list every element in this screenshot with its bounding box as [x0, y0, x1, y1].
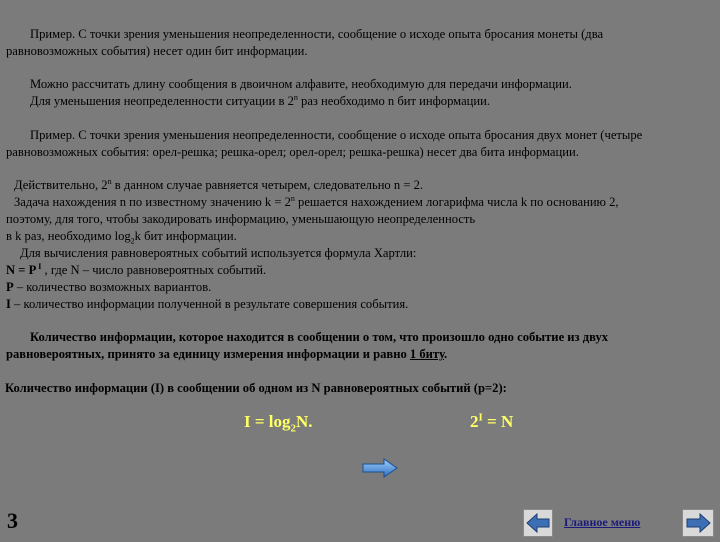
- para3-line2: равновозможных события: орел-решка; решка-орел; орел-орел; решка-решка) несет два бита информации.: [6, 145, 579, 159]
- para4-line2: Задача нахождения n по известному значению $k = 2^n$ решается нахождением логарифма числа k по основанию 2,: [14, 193, 619, 209]
- para4-line3: поэтому, для того, чтобы закодировать информацию, уменьшающую неопределенность: [6, 212, 476, 226]
- para2-line2: Для уменьшения неопределенности ситуации в 2$^n$ раз необходимо n бит информации.: [30, 92, 491, 108]
- para1-line1: Пример. С точки зрения уменьшения неопределенности, сообщение о исходе опыта бросания монеты (два: [30, 27, 604, 41]
- para4-line5: Для вычисления равновероятных событий используется формула Хартли:: [20, 246, 417, 260]
- formula-log: $I = \log_2N$.: [244, 412, 313, 435]
- hartley-formula-line: N = P $^I$ , где N – число равновероятных событий.: [6, 261, 267, 277]
- right-arrow-icon[interactable]: [362, 458, 398, 478]
- para3-line1: Пример. С точки зрения уменьшения неопределенности, сообщение о исходе опыта бросания двух монет (четыре: [30, 128, 643, 142]
- para2-line1: Можно рассчитать длину сообщения в двоичном алфавите, необходимую для передачи информации.: [30, 77, 572, 91]
- para4-line1: Действительно, 2$^n$ в данном случае равняется четырем, следовательно n = 2.: [14, 176, 424, 192]
- para5-line2: равновероятных, принято за единицу измерения информации и равно 1 биту.: [6, 347, 448, 361]
- forward-arrow-icon[interactable]: [682, 509, 714, 537]
- back-arrow-icon[interactable]: [523, 509, 553, 537]
- para1-line2: равновозможных события) несет один бит информации.: [6, 44, 308, 58]
- hartley-i-def: I – количество информации полученной в результате совершения события.: [6, 297, 409, 311]
- one-bit-text: 1 биту: [409, 347, 444, 361]
- hartley-p-def: P – количество возможных вариантов.: [6, 280, 212, 294]
- para5-line1: Количество информации, которое находится в сообщении о том, что произошло одно событие из двух: [30, 330, 609, 344]
- slide-number: 3: [7, 508, 18, 533]
- formula-power: $2^I = N$: [470, 411, 514, 431]
- para4-line4: в k раз, необходимо $\log_2k$ бит информации.: [6, 229, 237, 246]
- home-menu-link[interactable]: Главное меню: [564, 515, 641, 529]
- para6-line: Количество информации (I) в сообщении об одном из N равновероятных событий (p=2):: [5, 381, 507, 395]
